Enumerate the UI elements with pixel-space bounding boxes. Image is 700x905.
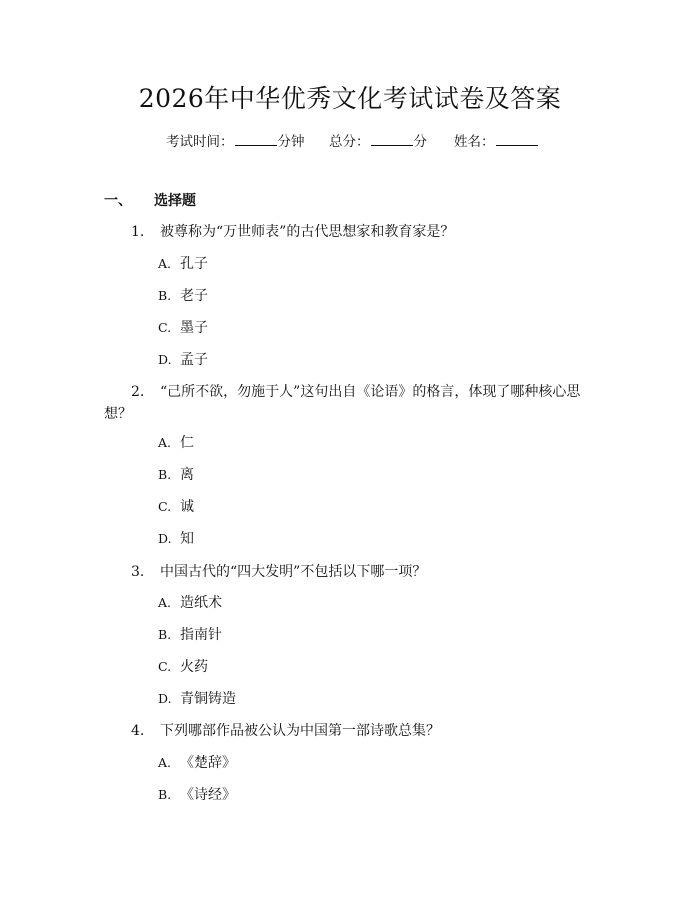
option-text: 孟子	[180, 352, 208, 368]
option-3b	[158, 625, 222, 645]
section-number: 一、	[104, 193, 132, 209]
option-letter: D.	[158, 531, 172, 546]
page-title: 2026年中华优秀文化考试试卷及答案	[138, 84, 562, 113]
option-letter: D.	[158, 352, 172, 367]
option-letter: A.	[158, 256, 172, 271]
exam-info-line	[0, 131, 700, 151]
option-letter: B.	[158, 787, 172, 802]
section-title: 选择题	[154, 193, 196, 209]
option-letter: A.	[158, 435, 172, 450]
exam-time-label: 考试时间：	[166, 134, 234, 150]
option-text: 孔子	[180, 256, 208, 272]
option-letter: B.	[158, 627, 172, 642]
option-text: 诚	[180, 499, 194, 515]
question-1	[104, 221, 604, 243]
option-text: 青铜铸造	[180, 691, 236, 707]
option-1c	[158, 318, 208, 338]
option-letter: D.	[158, 691, 172, 706]
option-2d	[158, 529, 194, 549]
question-number: 1.	[131, 224, 145, 240]
option-letter: B.	[158, 288, 172, 303]
option-text: 火药	[180, 659, 208, 675]
question-3	[104, 561, 604, 583]
option-2c	[158, 497, 194, 517]
option-text: 《诗经》	[180, 787, 236, 803]
option-letter: B.	[158, 467, 172, 482]
option-text: 仁	[180, 435, 194, 451]
question-number: 4.	[131, 723, 145, 739]
option-text: 墨子	[180, 320, 208, 336]
total-score-field	[329, 131, 427, 152]
option-text: 《楚辞》	[180, 755, 236, 771]
question-number: 3.	[131, 564, 145, 580]
question-text: 被尊称为“万世师表”的古代思想家和教育家是？	[160, 224, 455, 240]
option-2b	[158, 465, 194, 485]
question-number: 2.	[131, 384, 145, 400]
option-4b	[158, 785, 236, 805]
question-text: 中国古代的“四大发明”不包括以下哪一项？	[160, 564, 427, 580]
option-4a	[158, 753, 236, 773]
option-1b	[158, 286, 208, 306]
option-3d	[158, 689, 236, 709]
exam-time-field	[166, 131, 305, 152]
option-2a	[158, 433, 194, 453]
exam-time-unit: 分钟	[277, 134, 305, 150]
option-1d	[158, 350, 208, 370]
option-1a	[158, 254, 208, 274]
option-3c	[158, 657, 208, 677]
question-text: “己所不欲，勿施于人”这句出自《论语》的格言，体现了哪种核心思想？	[104, 384, 581, 422]
question-2	[104, 381, 604, 425]
student-name-field	[454, 131, 539, 152]
question-4	[104, 720, 604, 742]
total-score-label: 总分：	[329, 134, 370, 150]
section-heading	[104, 190, 196, 210]
option-letter: A.	[158, 595, 172, 610]
option-text: 知	[180, 531, 194, 547]
exam-time-blank	[235, 131, 277, 146]
total-score-unit: 分	[413, 134, 427, 150]
question-text: 下列哪部作品被公认为中国第一部诗歌总集？	[160, 723, 440, 739]
option-text: 老子	[180, 288, 208, 304]
total-score-blank	[371, 131, 413, 146]
option-text: 指南针	[180, 627, 222, 643]
student-name-label: 姓名：	[454, 134, 495, 150]
option-3a	[158, 593, 222, 613]
option-letter: C.	[158, 320, 172, 335]
option-text: 造纸术	[180, 595, 222, 611]
option-letter: C.	[158, 659, 172, 674]
option-text: 离	[180, 467, 194, 483]
option-letter: C.	[158, 499, 172, 514]
student-name-blank	[496, 131, 538, 146]
option-letter: A.	[158, 755, 172, 770]
